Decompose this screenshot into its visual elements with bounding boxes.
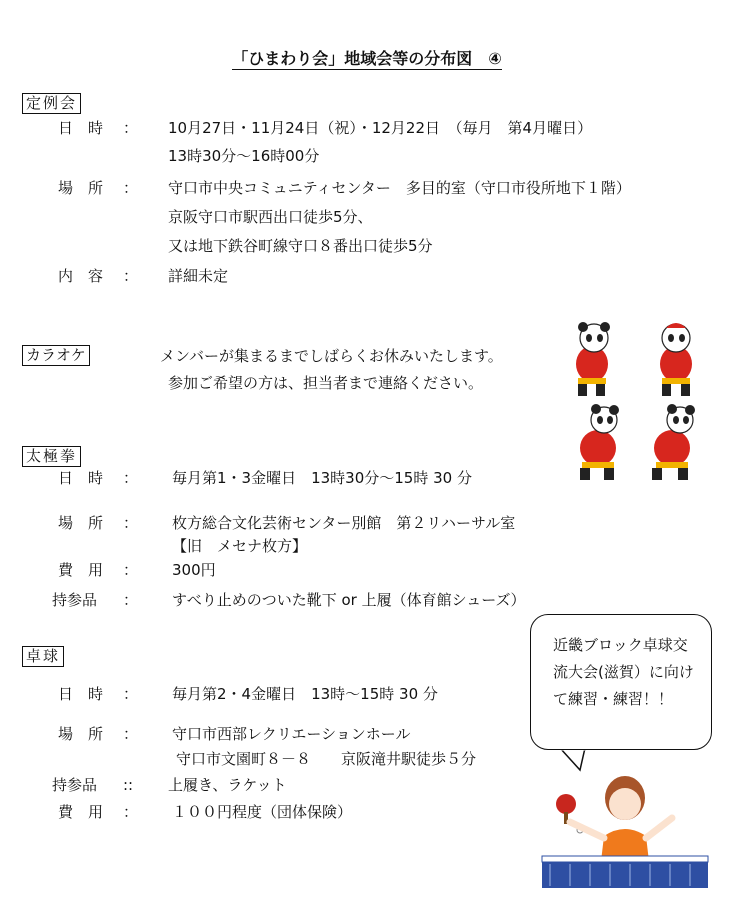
- colon: ：: [123, 803, 139, 821]
- section-heading-teireikai: 定例会: [22, 93, 81, 114]
- colon: ：: [123, 725, 139, 743]
- ping-pong-player-illustration: [540, 772, 710, 890]
- panda-icon: [660, 323, 692, 396]
- colon: ：: [123, 685, 139, 703]
- taikyoku-items-value: すべり止めのついた靴下 or 上履（体育館シューズ）: [172, 591, 526, 609]
- panda-icon: [580, 404, 619, 480]
- teireikai-access-2: 又は地下鉄谷町線守口８番出口徒歩5分: [168, 237, 433, 255]
- karaoke-line-2: 参加ご希望の方は、担当者まで連絡ください。: [168, 374, 484, 392]
- teireikai-place-label: 場 所: [58, 179, 104, 197]
- speech-bubble-text: 近畿ブロック卓球交流大会(滋賀）に向けて練習・練習！！: [553, 636, 694, 708]
- takkyu-fee-label: 費 用: [58, 803, 104, 821]
- takkyu-date-label: 日 時: [58, 685, 104, 703]
- taikyoku-place-note: 【旧 メセナ枚方】: [172, 537, 308, 555]
- colon: ：: [123, 267, 139, 285]
- teireikai-time-value: 13時30分～16時00分: [168, 147, 320, 165]
- takkyu-date-value: 毎月第2・4金曜日 13時～15時 30 分: [172, 685, 438, 703]
- karaoke-line-1: メンバーが集まるまでしばらくお休みいたします。: [160, 347, 503, 365]
- teireikai-date-value: 10月27日・11月24日（祝）・12月22日 （毎月 第4月曜日）: [168, 119, 593, 137]
- panda-icon: [652, 404, 695, 480]
- taikyoku-date-value: 毎月第1・3金曜日 13時30分～15時 30 分: [172, 469, 472, 487]
- colon: ：: [123, 561, 139, 579]
- taikyoku-place-value: 枚方総合文化芸術センター別館 第２リハーサル室: [172, 514, 516, 532]
- teireikai-access-1: 京阪守口市駅西出口徒歩5分、: [168, 208, 373, 226]
- page-title: 「ひまわり会」地域会等の分布図 ④: [232, 49, 502, 68]
- takkyu-place-value: 守口市西部レクリエーションホール: [172, 725, 411, 743]
- colon: ：: [123, 179, 139, 197]
- panda-illustration: [570, 316, 720, 481]
- section-heading-karaoke: カラオケ: [22, 345, 90, 366]
- colon: ：: [123, 119, 139, 137]
- taikyoku-date-label: 日 時: [58, 469, 104, 487]
- table-icon: [542, 862, 708, 888]
- section-heading-taikyoku: 太極拳: [22, 446, 81, 467]
- section-heading-takkyu: 卓球: [22, 646, 64, 667]
- teireikai-content-value: 詳細未定: [168, 267, 229, 285]
- taikyoku-fee-value: 300円: [172, 561, 216, 579]
- teireikai-place-value: 守口市中央コミュニティセンター 多目的室（守口市役所地下１階）: [168, 179, 631, 197]
- takkyu-place-label: 場 所: [58, 725, 104, 743]
- teireikai-date-label: 日 時: [58, 119, 104, 137]
- teireikai-content-label: 内 容: [58, 267, 104, 285]
- speech-bubble: [530, 614, 712, 750]
- takkyu-place-address: 守口市文園町８－８ 京阪滝井駅徒歩５分: [176, 750, 477, 768]
- taikyoku-fee-label: 費 用: [58, 561, 104, 579]
- taikyoku-place-label: 場 所: [58, 514, 104, 532]
- takkyu-items-label: 持参品: [52, 776, 98, 794]
- colon-alt: ::: [123, 776, 134, 794]
- takkyu-items-value: 上履き、ラケット: [168, 776, 287, 794]
- colon: ：: [123, 469, 139, 487]
- colon: ：: [123, 514, 139, 532]
- panda-icon: [576, 322, 610, 396]
- colon: ：: [123, 591, 139, 609]
- paddle-icon: [556, 794, 576, 814]
- takkyu-fee-value: １００円程度（団体保険）: [172, 803, 353, 821]
- taikyoku-items-label: 持参品: [52, 591, 98, 609]
